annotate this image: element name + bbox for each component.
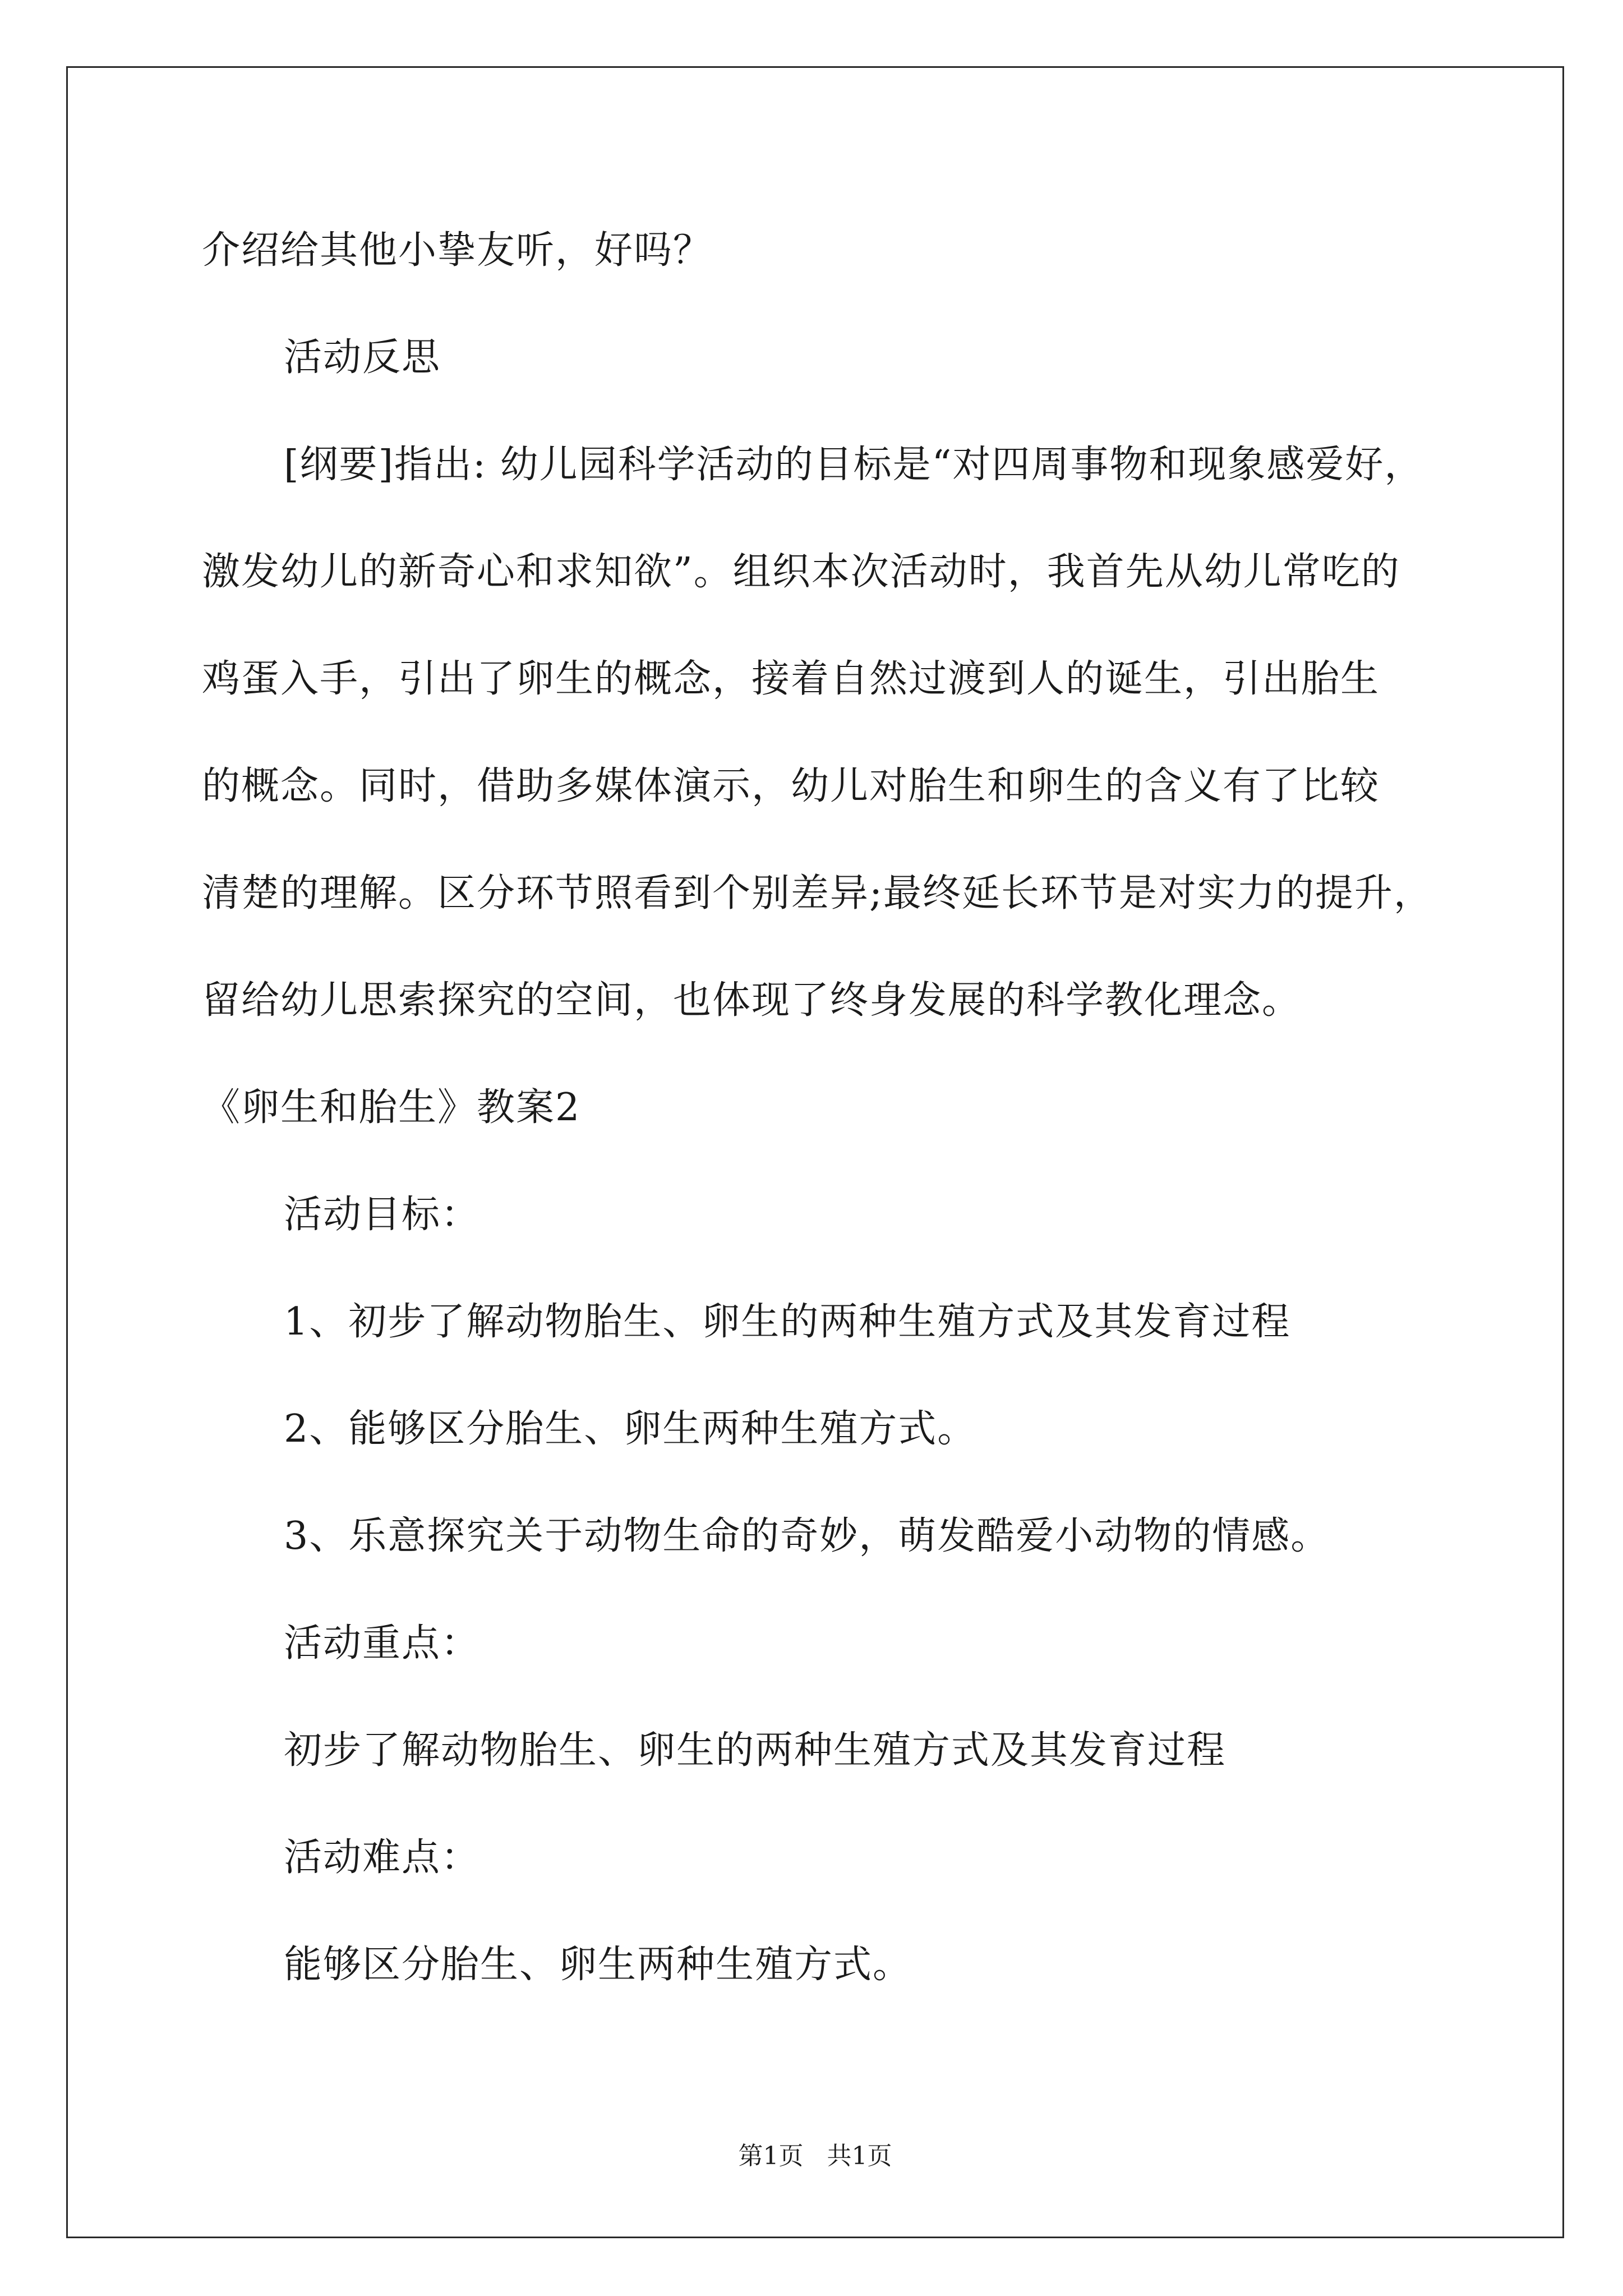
reflection-line: 清楚的理解。区分环节照看到个别差异;最终延长环节是对实力的提升， xyxy=(202,871,1433,915)
key-point-heading: 活动重点： xyxy=(284,1621,481,1665)
reflection-line: 激发幼儿的新奇心和求知欲”。组织本次活动时，我首先从幼儿常吃的 xyxy=(202,550,1400,594)
reflection-heading: 活动反思 xyxy=(284,335,441,380)
difficulty-heading: 活动难点： xyxy=(284,1835,481,1880)
reflection-line: [纲要]指出: 幼儿园科学活动的目标是“对四周事物和现象感爱好， xyxy=(284,443,1424,487)
objective-item: 2、能够区分胎生、卵生两种生殖方式。 xyxy=(284,1407,977,1451)
objective-item: 3、乐意探究关于动物生命的奇妙，萌发酷爱小动物的情感。 xyxy=(284,1514,1330,1558)
reflection-line: 的概念。同时，借助多媒体演示，幼儿对胎生和卵生的含义有了比较 xyxy=(202,764,1380,808)
objective-item: 1、初步了解动物胎生、卵生的两种生殖方式及其发育过程 xyxy=(284,1300,1291,1344)
page-number-footer: 第1页 共1页 xyxy=(738,2142,892,2170)
lesson-title: 《卵生和胎生》教案2 xyxy=(202,1085,581,1130)
document-body xyxy=(202,197,1537,2018)
reflection-line: 鸡蛋入手，引出了卵生的概念，接着自然过渡到人的诞生，引出胎生 xyxy=(202,657,1380,701)
key-point-text: 初步了解动物胎生、卵生的两种生殖方式及其发育过程 xyxy=(284,1728,1227,1773)
carryover-line: 介绍给其他小挚友听，好吗？ xyxy=(202,228,713,273)
difficulty-text: 能够区分胎生、卵生两种生殖方式。 xyxy=(284,1943,912,1987)
objectives-heading: 活动目标： xyxy=(284,1193,481,1237)
reflection-line: 留给幼儿思索探究的空间，也体现了终身发展的科学教化理念。 xyxy=(202,978,1302,1023)
